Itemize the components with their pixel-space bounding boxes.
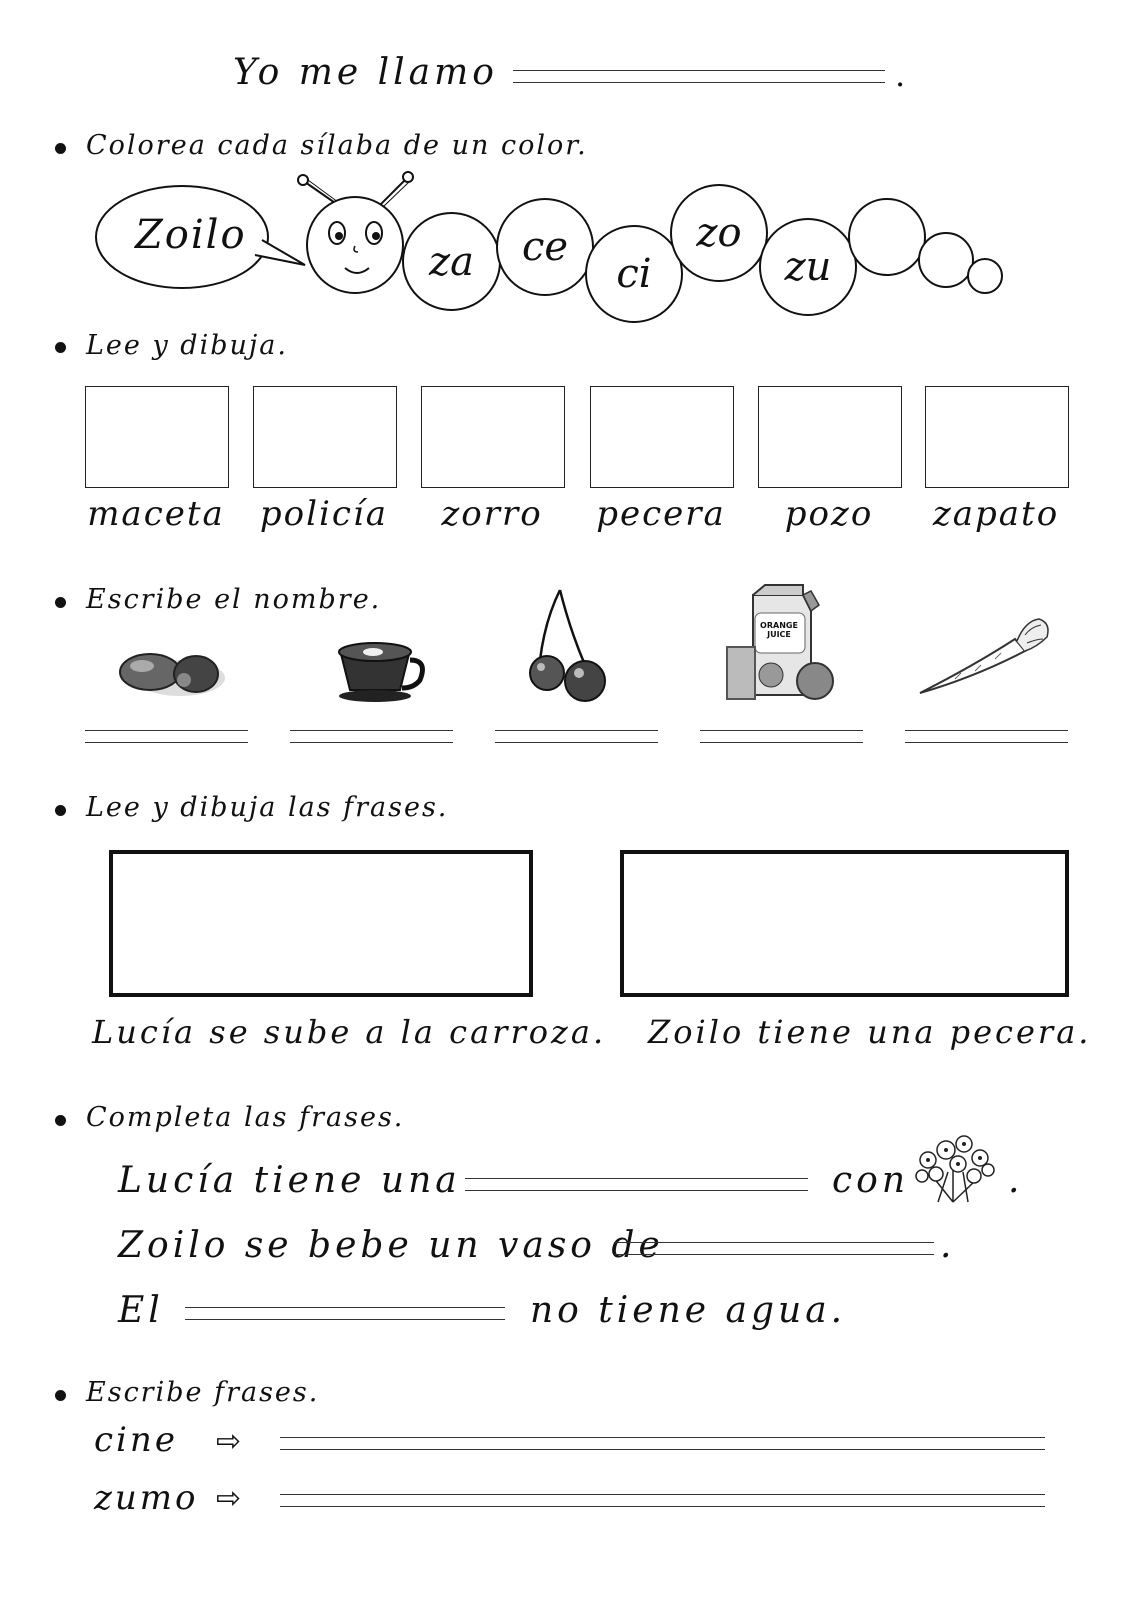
syllable-circle[interactable]: za <box>402 212 501 311</box>
prompt-word: cine <box>94 1420 178 1460</box>
instruction-lee-dibuja: Lee y dibuja. <box>86 330 288 361</box>
olives-icon <box>110 640 230 700</box>
sentence-line[interactable] <box>280 1494 1045 1507</box>
draw-box[interactable] <box>421 386 565 488</box>
syllable-circle[interactable]: zu <box>759 218 857 316</box>
sentence-line[interactable] <box>280 1437 1045 1450</box>
phrase-text: Lucía se sube a la carroza. <box>92 1013 607 1051</box>
complete-line3-end: no tiene agua. <box>530 1290 847 1331</box>
complete-blank[interactable] <box>614 1242 934 1255</box>
orange-juice-icon <box>725 583 840 703</box>
arrow-right-icon: ⇨ <box>216 1481 242 1516</box>
draw-box[interactable] <box>758 386 902 488</box>
complete-line1-end: . <box>1008 1160 1024 1201</box>
arrow-right-icon: ⇨ <box>216 1424 242 1459</box>
draw-box[interactable] <box>85 386 229 488</box>
syllable-circle[interactable]: ce <box>496 198 594 296</box>
complete-blank[interactable] <box>465 1178 808 1191</box>
phrase-draw-box[interactable] <box>109 850 533 997</box>
bullet <box>55 1115 66 1126</box>
complete-line1-start: Lucía tiene una <box>118 1160 461 1201</box>
draw-word: zorro <box>441 494 543 534</box>
phrase-draw-box[interactable] <box>620 850 1069 997</box>
instruction-escribe-frases: Escribe frases. <box>86 1377 320 1408</box>
bullet <box>55 805 66 816</box>
caterpillar-body-circle <box>967 258 1003 294</box>
complete-line1-mid: con <box>832 1160 910 1201</box>
draw-word: maceta <box>87 494 225 534</box>
caterpillar-body-circle <box>918 232 974 288</box>
draw-box[interactable] <box>925 386 1069 488</box>
caterpillar-body-circle <box>848 198 926 276</box>
syllable-circle[interactable]: zo <box>670 184 768 282</box>
prompt-word: zumo <box>94 1478 199 1518</box>
bubble-name: Zoilo <box>135 212 247 258</box>
bullet <box>55 342 66 353</box>
draw-word: zapato <box>932 494 1060 534</box>
answer-line[interactable] <box>495 730 658 743</box>
phrase-text: Zoilo tiene una pecera. <box>648 1013 1092 1051</box>
syllable-circle[interactable]: ci <box>585 225 683 323</box>
name-prompt: Yo me llamo <box>233 52 498 93</box>
draw-word: pozo <box>784 494 874 534</box>
instruction-lee-dibuja-frases: Lee y dibuja las frases. <box>86 792 449 823</box>
juice-label: ORANGE JUICE <box>760 621 798 639</box>
flowers-icon <box>908 1132 998 1204</box>
cherries-icon <box>525 585 615 705</box>
answer-line[interactable] <box>85 730 248 743</box>
caterpillar-face-icon <box>307 197 403 293</box>
answer-line[interactable] <box>905 730 1068 743</box>
cup-icon <box>330 640 430 704</box>
complete-line3-start: El <box>118 1290 164 1331</box>
complete-blank[interactable] <box>185 1307 505 1320</box>
complete-line2-end: . <box>940 1225 956 1266</box>
instruction-completa: Completa las frases. <box>86 1102 405 1133</box>
instruction-escribe-nombre: Escribe el nombre. <box>86 584 382 615</box>
draw-word: policía <box>259 494 389 534</box>
bullet <box>55 1390 66 1401</box>
instruction-colorea: Colorea cada sílaba de un color. <box>86 130 588 161</box>
carrot-icon <box>915 615 1055 700</box>
complete-line2-start: Zoilo se bebe un vaso de <box>118 1225 664 1266</box>
answer-line[interactable] <box>700 730 863 743</box>
draw-word: pecera <box>596 494 726 534</box>
bullet <box>55 597 66 608</box>
answer-line[interactable] <box>290 730 453 743</box>
name-period: . <box>895 56 906 94</box>
draw-box[interactable] <box>590 386 734 488</box>
draw-box[interactable] <box>253 386 397 488</box>
